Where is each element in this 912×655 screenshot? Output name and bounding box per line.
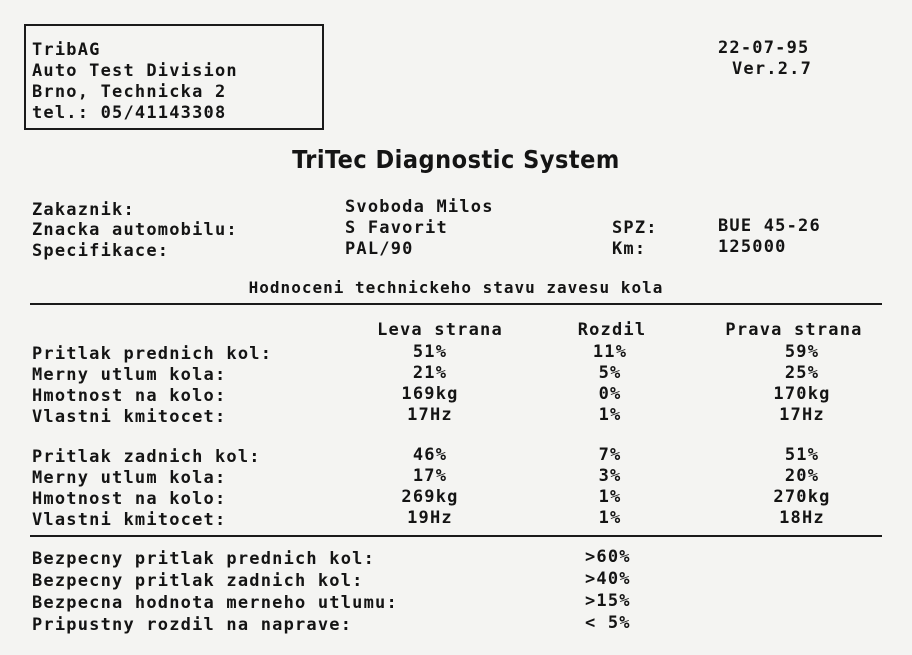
limit-value: < 5% bbox=[585, 613, 631, 633]
brand-label: Znacka automobilu: bbox=[32, 220, 238, 240]
left-value: 169kg bbox=[401, 384, 459, 404]
section-heading: Hodnoceni technickeho stavu zavesu kola bbox=[248, 278, 664, 297]
divider-bottom bbox=[30, 535, 882, 537]
diff-value: 3% bbox=[598, 466, 622, 486]
diff-value: 11% bbox=[592, 342, 628, 362]
limit-value: >15% bbox=[585, 591, 631, 611]
left-value: 269kg bbox=[401, 487, 459, 507]
customer-label: Zakaznik: bbox=[32, 200, 135, 220]
right-value: 18Hz bbox=[779, 508, 825, 528]
customer-value: Svoboda Milos bbox=[345, 197, 494, 217]
plate-value: BUE 45-26 bbox=[718, 216, 821, 236]
left-value: 19Hz bbox=[407, 508, 453, 528]
right-value: 270kg bbox=[773, 487, 831, 507]
report-version: Ver.2.7 bbox=[732, 59, 813, 79]
row-label: Vlastni kmitocet: bbox=[32, 510, 227, 530]
right-value: 51% bbox=[784, 445, 820, 465]
row-label: Hmotnost na kolo: bbox=[32, 489, 227, 509]
limit-label: Bezpecny pritlak zadnich kol: bbox=[32, 571, 364, 591]
right-value: 59% bbox=[784, 342, 820, 362]
column-header-diff: Rozdil bbox=[577, 320, 647, 340]
km-label: Km: bbox=[612, 239, 647, 259]
limit-value: >60% bbox=[585, 547, 631, 567]
diff-value: 7% bbox=[598, 445, 622, 465]
row-label: Hmotnost na kolo: bbox=[32, 386, 227, 406]
diff-value: 0% bbox=[598, 384, 622, 404]
column-header-left: Leva strana bbox=[377, 320, 503, 340]
limit-label: Bezpecna hodnota merneho utlumu: bbox=[32, 593, 398, 613]
row-label: Pritlak prednich kol: bbox=[32, 344, 273, 364]
column-header-right: Prava strana bbox=[725, 320, 863, 340]
diff-value: 1% bbox=[598, 487, 622, 507]
left-value: 17Hz bbox=[407, 405, 453, 425]
left-value: 51% bbox=[412, 342, 448, 362]
limit-value: >40% bbox=[585, 569, 631, 589]
row-label: Merny utlum kola: bbox=[32, 365, 227, 385]
plate-label: SPZ: bbox=[612, 218, 658, 238]
diff-value: 5% bbox=[598, 363, 622, 383]
left-value: 21% bbox=[412, 363, 448, 383]
left-value: 46% bbox=[412, 445, 448, 465]
spec-value: PAL/90 bbox=[345, 239, 414, 259]
right-value: 25% bbox=[784, 363, 820, 383]
limit-label: Pripustny rozdil na naprave: bbox=[32, 615, 353, 635]
row-label: Pritlak zadnich kol: bbox=[32, 447, 261, 467]
page-title: TriTec Diagnostic System bbox=[292, 145, 620, 174]
company-name: TribAG bbox=[32, 40, 101, 60]
company-phone: tel.: 05/41143308 bbox=[32, 103, 227, 123]
right-value: 17Hz bbox=[779, 405, 825, 425]
divider-top bbox=[30, 303, 882, 305]
left-value: 17% bbox=[412, 466, 448, 486]
spec-label: Specifikace: bbox=[32, 241, 170, 261]
km-value: 125000 bbox=[718, 237, 787, 257]
report-date: 22-07-95 bbox=[718, 38, 810, 58]
limit-label: Bezpecny pritlak prednich kol: bbox=[32, 549, 376, 569]
brand-value: S Favorit bbox=[345, 218, 448, 238]
diff-value: 1% bbox=[598, 405, 622, 425]
right-value: 20% bbox=[784, 466, 820, 486]
company-division: Auto Test Division bbox=[32, 61, 238, 81]
row-label: Vlastni kmitocet: bbox=[32, 407, 227, 427]
right-value: 170kg bbox=[773, 384, 831, 404]
row-label: Merny utlum kola: bbox=[32, 468, 227, 488]
diff-value: 1% bbox=[598, 508, 622, 528]
company-address: Brno, Technicka 2 bbox=[32, 82, 227, 102]
